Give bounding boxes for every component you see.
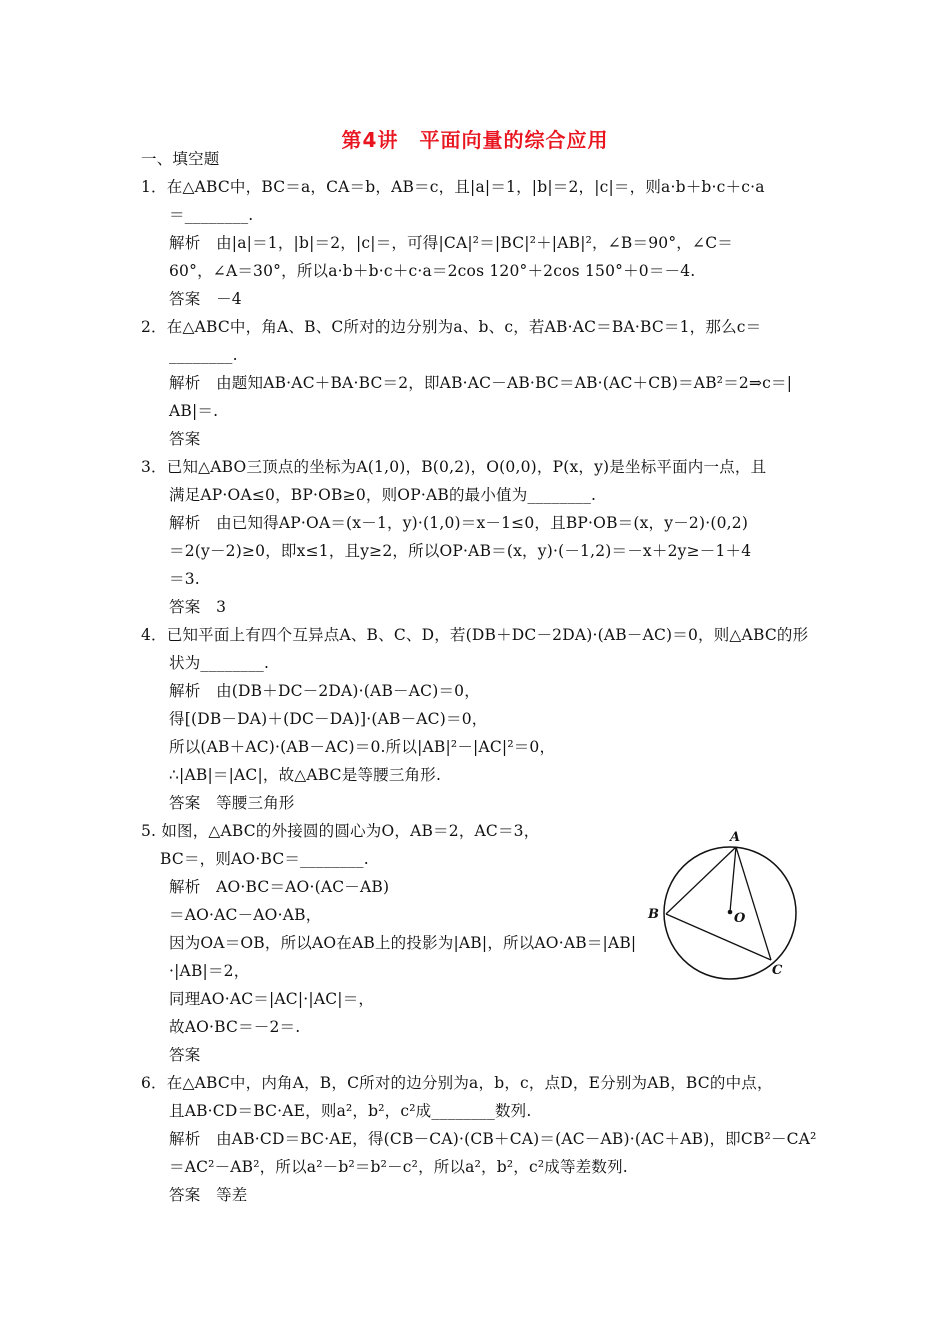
page-title: 第4讲 平面向量的综合应用 (341, 128, 609, 152)
problem-1-solution: 解析 由|a|＝1，|b|＝2，|c|＝，可得|CA|²＝|BC|²＋|AB|²，∠B＝90°，∠C＝ (169, 234, 733, 252)
side-bc (666, 914, 771, 960)
problem-1-answer: 答案 －4 (169, 290, 242, 308)
problem-5-stem-cont: BC＝，则AO·BC＝________. (160, 850, 369, 868)
problem-5-solution-step: 同理AO·AC＝|AC|·|AC|＝， (169, 990, 375, 1008)
problem-4-stem-cont: 状为________. (169, 654, 270, 672)
problem-2-blank: ________. (169, 346, 238, 364)
problem-5-solution-step: 故AO·BC＝－2＝. (169, 1018, 301, 1036)
problem-3-solution-end: ＝3. (169, 570, 200, 588)
problem-3-answer: 答案 3 (169, 598, 227, 616)
problem-5-solution-step: ＝AO·AC－AO·AB， (169, 906, 322, 924)
problem-5-stem: 5. 如图，△ABC的外接圆的圆心为O，AB＝2，AC＝3， (141, 822, 540, 840)
vertex-label-c: C (772, 963, 783, 978)
problem-4-solution: 解析 由(DB＋DC－2DA)·(AB－AC)＝0， (169, 682, 480, 700)
problem-4-answer: 答案 等腰三角形 (169, 794, 295, 812)
section-heading: 一、填空题 (141, 150, 220, 168)
circumcircle-figure (640, 826, 810, 984)
problem-3-stem-cont: 满足AP·OA≤0，BP·OB≥0，则OP·AB的最小值为________. (169, 486, 597, 504)
problem-4-solution-step: 所以(AB＋AC)·(AB－AC)＝0.所以|AB|²－|AC|²＝0， (169, 738, 556, 756)
problem-5-solution: 解析 AO·BC＝AO·(AC－AB) (169, 878, 390, 896)
problem-6-stem-cont: 且AB·CD＝BC·AE，则a²，b²，c²成________数列. (169, 1102, 532, 1120)
segment-ao (730, 847, 736, 912)
center-point (728, 910, 733, 915)
problem-2-stem: 2．在△ABC中，角A、B、C所对的边分别为a、b、c，若AB·AC＝BA·BC＝1，那么c＝ (141, 318, 762, 336)
problem-6-solution: 解析 由AB·CD＝BC·AE，得(CB－CA)·(CB＋CA)＝(AC－AB)·(AC＋AB)，即CB²－CA² (169, 1130, 817, 1148)
problem-4-solution-step: 得[(DB－DA)＋(DC－DA)]·(AB－AC)＝0， (169, 710, 488, 728)
problem-2-solution: 解析 由题知AB·AC＋BA·BC＝2，即AB·AC－AB·BC＝AB·(AC＋CB)＝AB²＝2⇒c＝| (169, 374, 793, 392)
center-label-o: O (734, 911, 746, 926)
problem-1-blank: ＝________. (169, 206, 254, 224)
problem-5-answer: 答案 (169, 1046, 201, 1064)
problem-1-solution-cont: 60°，∠A＝30°，所以a·b＋b·c＋c·a＝2cos 120°＋2cos 150°＋0＝－4. (169, 262, 696, 280)
problem-1-stem: 1．在△ABC中，BC＝a，CA＝b，AB＝c，且|a|＝1，|b|＝2，|c|＝，则a·b＋b·c＋c·a (141, 178, 765, 196)
side-ab (666, 847, 736, 914)
problem-5-solution-step: 因为OA＝OB，所以AO在AB上的投影为|AB|，所以AO·AB＝|AB| (169, 934, 637, 952)
problem-3-solution: 解析 由已知得AP·OA＝(x－1，y)·(1,0)＝x－1≤0，且BP·OB＝(x，y－2)·(0,2) (169, 514, 749, 532)
problem-6-solution-cont: ＝AC²－AB²，所以a²－b²＝b²－c²，所以a²，b²，c²成等差数列. (169, 1158, 628, 1176)
side-ac (736, 847, 771, 960)
problem-3-stem: 3．已知△ABO三顶点的坐标为A(1,0)，B(0,2)，O(0,0)，P(x，y)是坐标平面内一点，且 (141, 458, 767, 476)
vertex-label-a: A (730, 830, 741, 845)
problem-6-answer: 答案 等差 (169, 1186, 248, 1204)
problem-4-solution-step: ∴|AB|＝|AC|，故△ABC是等腰三角形. (169, 766, 442, 784)
problem-2-answer: 答案 (169, 430, 201, 448)
problem-5-solution-step: ·|AB|＝2， (169, 962, 250, 980)
problem-2-solution-cont: AB|＝. (169, 402, 219, 420)
problem-6-stem: 6．在△ABC中，内角A，B，C所对的边分别为a，b，c，点D，E分别为AB，BC的中点， (141, 1074, 773, 1092)
problem-3-solution-cont: ＝2(y－2)≥0，即x≤1，且y≥2，所以OP·AB＝(x，y)·(－1,2)＝－x＋2y≥－1＋4 (169, 542, 752, 560)
vertex-label-b: B (648, 907, 659, 922)
problem-4-stem: 4．已知平面上有四个互异点A、B、C、D，若(DB＋DC－2DA)·(AB－AC)＝0，则△ABC的形 (141, 626, 809, 644)
